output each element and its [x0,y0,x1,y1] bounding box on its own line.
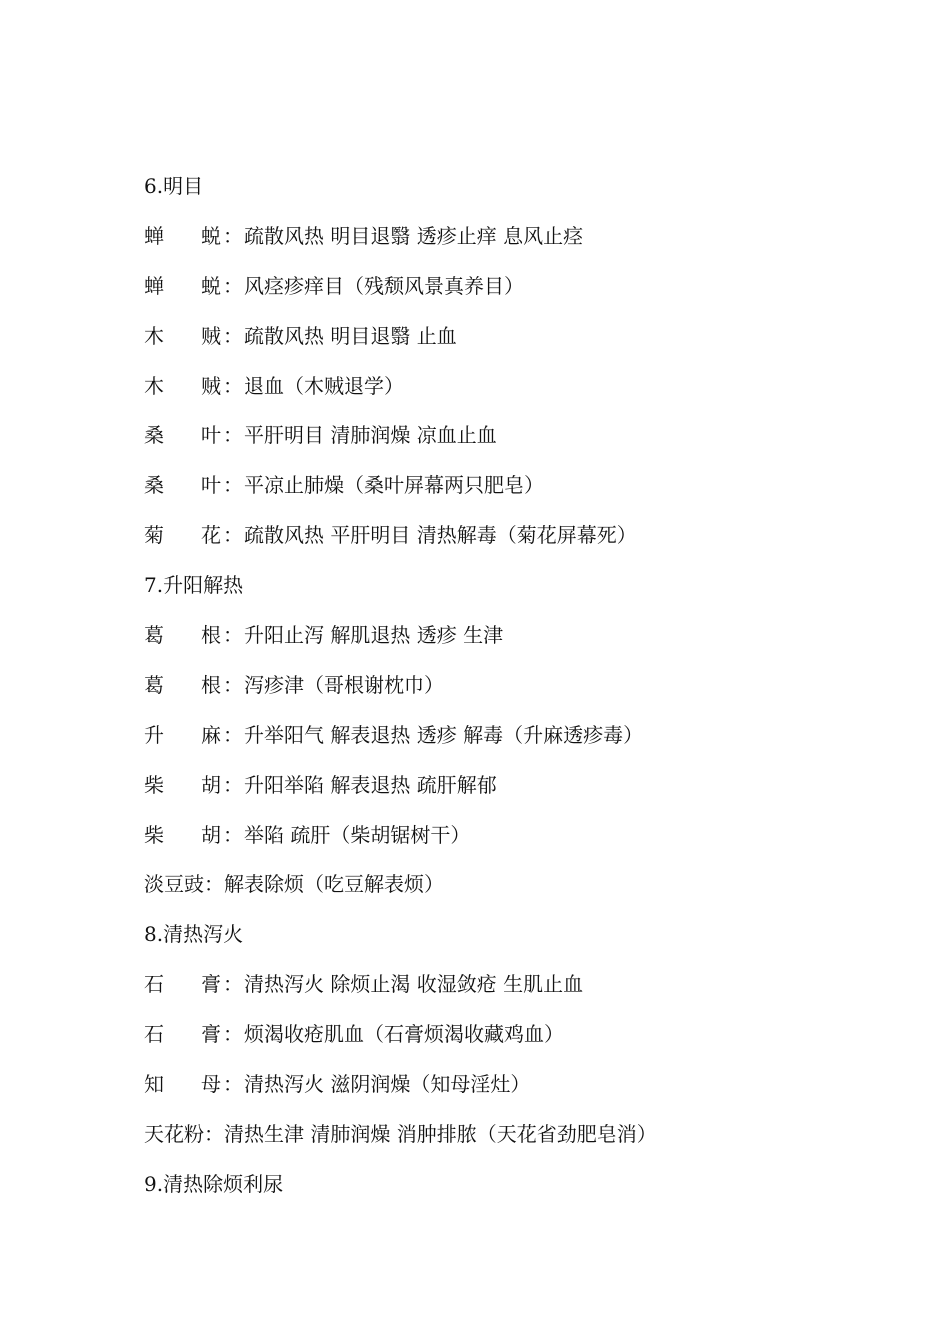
herb-name: 菊 花 ： [144,523,243,548]
herb-name: 柴 胡 ： [144,772,243,797]
herb-entry [144,817,904,867]
herb-text: 疏散风热 明目退翳 透疹止痒 息风止痉 [244,223,584,248]
herb-entry [144,866,904,916]
herb-text: 升举阳气 解表退热 透疹 解毒（升麻透疹毒） [244,722,644,747]
herb-text: 清热泻火 滋阴润燥（知母淫灶） [244,1072,531,1097]
herb-name: 蝉 蜕 ： [144,223,243,248]
herb-name: 知 母 ： [144,1072,243,1097]
herb-text: 解表除烦（吃豆解表烦） [224,872,444,897]
herb-text: 清热泻火 除烦止渴 收湿敛疮 生肌止血 [244,972,584,997]
herb-name: 淡豆豉： [144,872,224,897]
herb-entry [144,767,904,817]
herb-text: 平肝明目 清肺润燥 凉血止血 [244,423,497,448]
section-heading: 8.清热泻火 [144,922,244,947]
herb-entry [144,717,904,767]
herb-name: 葛 根 ： [144,623,243,648]
section-heading: 6.明目 [144,174,204,198]
herb-text: 退血（木贼退学） [244,373,404,398]
herb-entry [144,1016,904,1066]
herb-name: 木 贼 ： [144,323,243,348]
herb-entry [144,368,904,418]
herb-text: 升阳举陷 解表退热 疏肝解郁 [244,772,497,797]
section-heading: 7.升阳解热 [144,573,244,598]
herb-text: 疏散风热 明目退翳 止血 [244,323,457,348]
herb-name: 石 膏 ： [144,1022,243,1047]
herb-entry [144,966,904,1016]
herb-name: 桑 叶 ： [144,423,243,448]
herb-text: 举陷 疏肝（柴胡锯树干） [244,822,471,847]
herb-text: 升阳止泻 解肌退热 透疹 生津 [244,623,504,648]
herb-entry [144,318,904,368]
herb-entry [144,268,904,318]
herb-name: 天花粉： [144,1121,224,1146]
herb-entry [144,1116,904,1166]
herb-text: 烦渴收疮肌血（石膏烦渴收藏鸡血） [244,1022,564,1047]
herb-text: 疏散风热 平肝明目 清热解毒（菊花屏幕死） [244,523,637,548]
herb-text: 清热生津 清肺润燥 消肿排脓（天花省劲肥皂消） [224,1121,657,1146]
herb-entry [144,417,904,467]
herb-text: 泻疹津（哥根谢枕巾） [244,672,444,697]
herb-name: 桑 叶 ： [144,473,243,498]
herb-text: 平凉止肺燥（桑叶屏幕两只肥皂） [244,473,544,498]
herb-name: 蝉 蜕 ： [144,273,243,298]
herb-entry [144,667,904,717]
herb-entry [144,467,904,517]
herb-entry [144,617,904,667]
document-content [144,168,904,1216]
herb-name: 木 贼 ： [144,373,243,398]
section-heading: 9.清热除烦利尿 [144,1171,284,1196]
herb-entry [144,1066,904,1116]
herb-name: 葛 根 ： [144,672,243,697]
herb-text: 风痉疹痒目（残颓风景真养目） [244,273,524,298]
herb-name: 石 膏 ： [144,972,243,997]
herb-name: 升 麻 ： [144,722,243,747]
herb-name: 柴 胡 ： [144,822,243,847]
herb-entry [144,517,904,567]
herb-entry [144,218,904,268]
